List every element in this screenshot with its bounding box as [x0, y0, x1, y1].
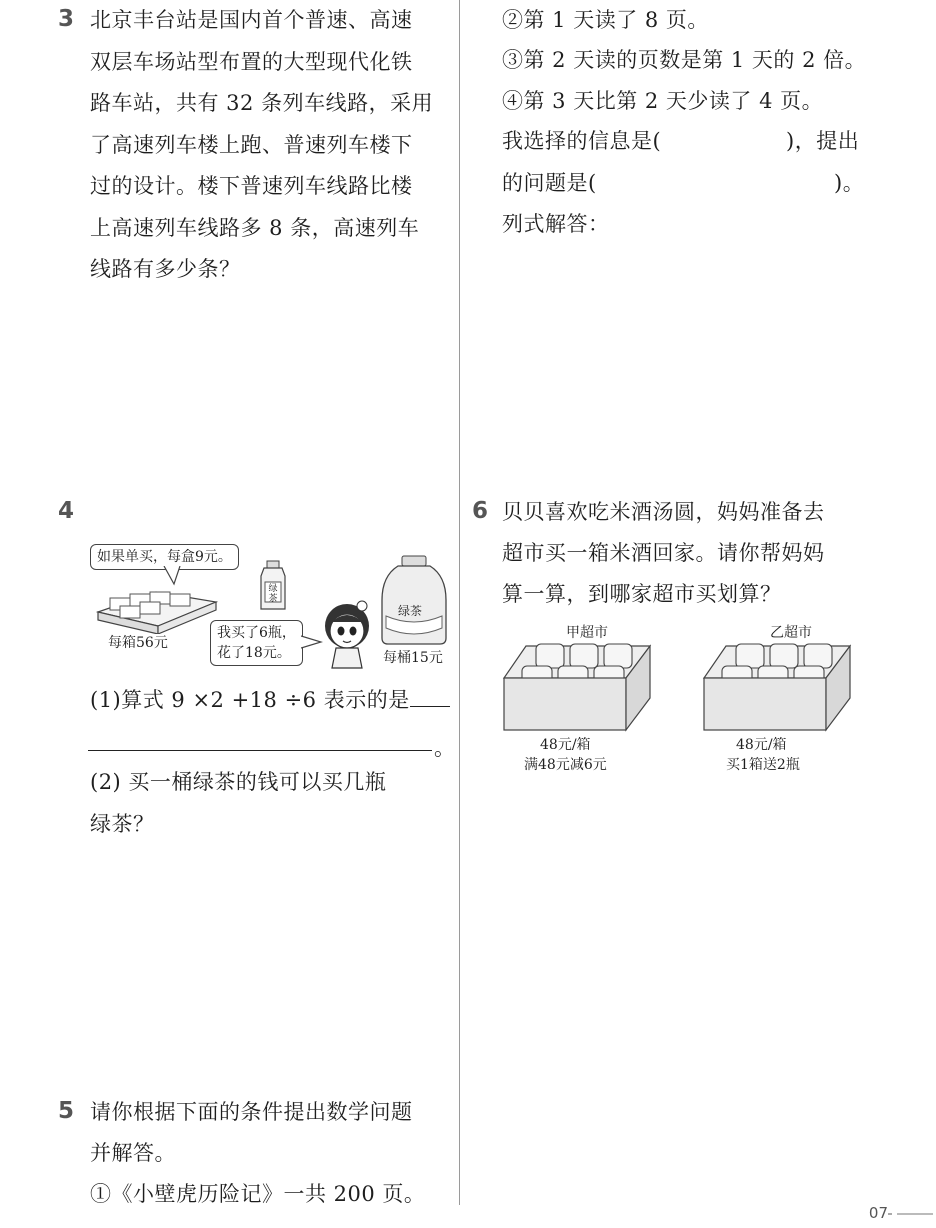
question-5-line-1: 请你根据下面的条件提出数学问题 [90, 1100, 413, 1124]
girl-character-illustration [318, 596, 376, 670]
sub-question-2-line-1: (2) 买一桶绿茶的钱可以买几瓶 [90, 770, 387, 794]
store-b-offer: 买1箱送2瓶 [726, 757, 800, 773]
store-b-name: 乙超市 [770, 625, 812, 641]
question-3-line: 北京丰台站是国内首个普速、高速 [90, 8, 413, 32]
page-number-rule [897, 1213, 933, 1215]
solve-prompt: 列式解答： [502, 212, 610, 236]
answer-blank[interactable] [410, 686, 450, 707]
ask-question-prompt-start: 的问题是( [502, 171, 597, 195]
store-a-jar-crate [502, 640, 654, 732]
sub-question-1-text: (1)算式 9 ×2 +18 ÷6 表示的是 [90, 688, 410, 712]
sub-question-1-end: 。 [434, 736, 456, 760]
bubble-line-2: 花了18元。 [217, 645, 291, 661]
question-6-line: 超市买一箱米酒回家。请你帮妈妈 [502, 541, 825, 565]
jug-price-caption: 每桶15元 [383, 650, 443, 666]
store-a-name: 甲超市 [566, 625, 608, 641]
question-3-number: 3 [58, 6, 75, 32]
question-3-line: 了高速列车楼上跑、普速列车楼下 [90, 132, 413, 157]
tea-box-illustration [96, 582, 218, 634]
choose-info-prompt-end: )，提出 [786, 129, 860, 153]
question-3-line: 路车站，共有 32 条列车线路，采用 [90, 91, 434, 115]
bottle-label: 绿茶 [268, 584, 278, 604]
store-a-price: 48元/箱 [540, 737, 591, 753]
box-price-caption: 每箱56元 [108, 635, 168, 651]
question-5-line-2: 并解答。 [90, 1141, 176, 1165]
sub-question-2-line-2: 绿茶？ [90, 812, 155, 836]
question-3-line: 双层车场站型布置的大型现代化铁 [90, 49, 413, 74]
question-6-line: 贝贝喜欢吃米酒汤圆，妈妈准备去 [502, 500, 825, 524]
bubble-line-1: 我买了6瓶， [217, 625, 296, 641]
page-number-dot [888, 1213, 892, 1215]
question-5-condition-1: ①《小壁虎历险记》一共 200 页。 [90, 1182, 426, 1206]
question-3-line: 上高速列车线路多 8 条，高速列车 [90, 215, 420, 240]
column-divider [459, 0, 460, 1205]
question-3-line: 线路有多少条？ [90, 257, 241, 281]
sub-question-1 [90, 686, 450, 714]
store-b-price: 48元/箱 [736, 737, 787, 753]
jug-label: 绿茶 [398, 604, 423, 618]
page-number [869, 1204, 888, 1222]
bubble-text: 如果单买，每盒9元。 [97, 549, 232, 565]
question-6-line: 算一算，到哪家超市买划算？ [502, 582, 782, 606]
store-a-offer: 满48元减6元 [524, 757, 607, 773]
page-number-text: 07 [868, 1204, 888, 1222]
question-5-condition-3: ③第 2 天读的页数是第 1 天的 2 倍。 [502, 48, 867, 72]
tea-jug-illustration [380, 554, 448, 646]
question-5-condition-4: ④第 3 天比第 2 天少读了 4 页。 [502, 89, 824, 113]
question-5-number: 5 [58, 1098, 75, 1124]
speech-bubble-six-bottles [210, 620, 303, 666]
ask-question-prompt-end: )。 [834, 171, 865, 195]
choose-info-prompt-start: 我选择的信息是( [502, 129, 662, 153]
question-6-number: 6 [472, 498, 489, 524]
question-4-number: 4 [58, 498, 75, 524]
store-b-jar-crate [702, 640, 854, 732]
answer-line[interactable] [88, 750, 432, 751]
question-3-line: 过的设计。楼下普速列车线路比楼 [90, 174, 413, 198]
question-5-condition-2: ②第 1 天读了 8 页。 [502, 8, 709, 32]
